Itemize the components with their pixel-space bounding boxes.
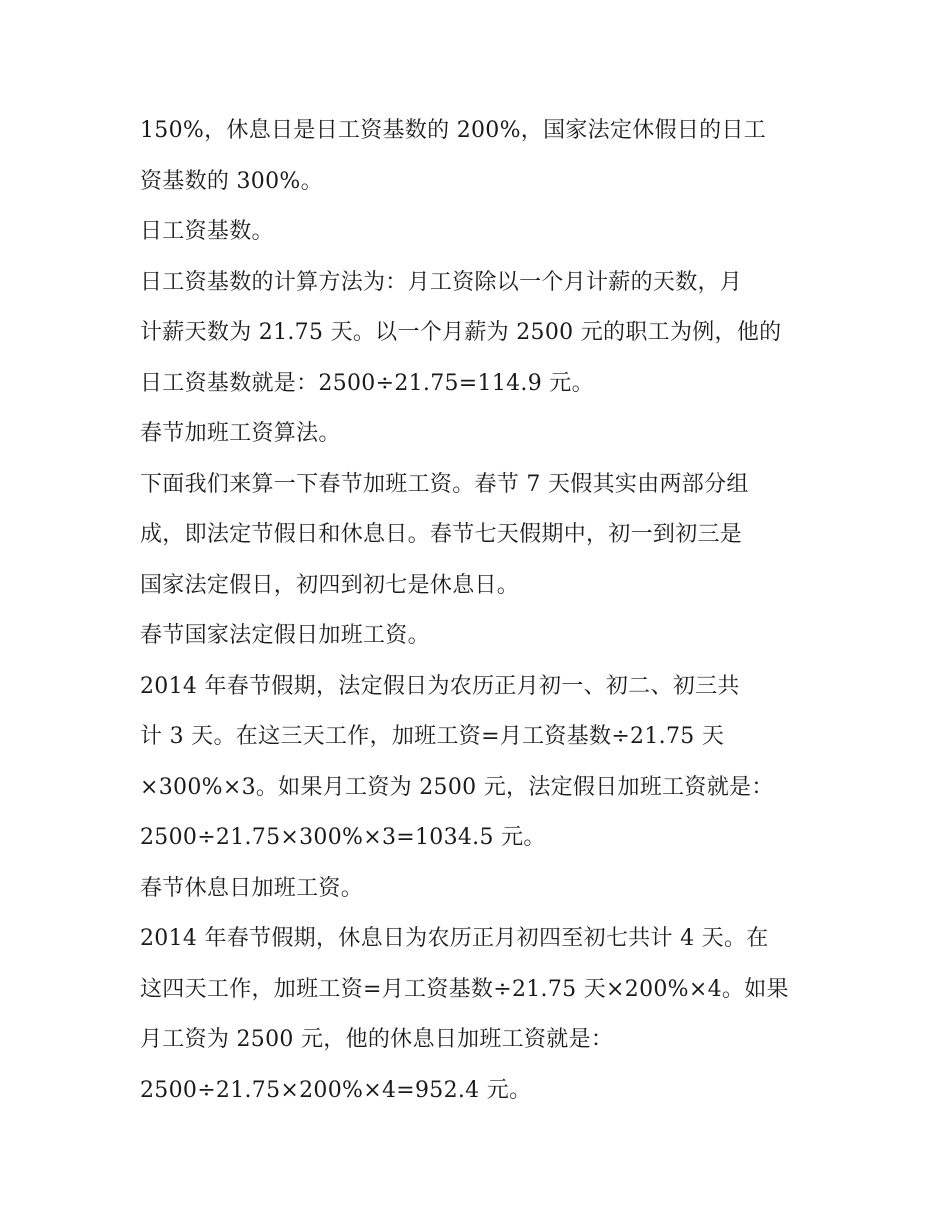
text-line: 2014 年春节假期，休息日为农历正月初四至初七共计 4 天。在: [140, 926, 769, 951]
section-heading: 春节国家法定假日加班工资。: [140, 623, 430, 648]
text-line: 2014 年春节假期，法定假日为农历正月初一、初二、初三共: [140, 673, 740, 699]
text-line: 国家法定假日，初四到初七是休息日。: [140, 572, 520, 598]
text-line: 这四天工作，加班工资=月工资基数÷21.75 天×200%×4。如果: [140, 976, 789, 1002]
section-heading: 春节休息日加班工资。: [140, 875, 364, 901]
text-line: 下面我们来算一下春节加班工资。春节 7 天假其实由两部分组: [140, 471, 749, 497]
text-line: 2500÷21.75×200%×4=952.4 元。: [140, 1077, 532, 1103]
text-line: 150%，休息日是日工资基数的 200%，国家法定休假日的日工: [140, 118, 767, 143]
text-line: 计 3 天。在这三天工作，加班工资=月工资基数÷21.75 天: [140, 724, 725, 749]
text-line: ×300%×3。如果月工资为 2500 元，法定假日加班工资就是：: [140, 774, 774, 800]
section-heading: 日工资基数。: [140, 219, 274, 244]
section-heading: 春节加班工资算法。: [140, 421, 341, 446]
text-line: 月工资为 2500 元，他的休息日加班工资就是：: [140, 1027, 614, 1052]
text-line: 资基数的 300%。: [140, 168, 323, 194]
text-line: 成，即法定节假日和休息日。春节七天假期中，初一到初三是: [140, 522, 743, 547]
document-body: [140, 106, 815, 1116]
text-line: 计薪天数为 21.75 天。以一个月薪为 2500 元的职工为例，他的: [140, 320, 782, 345]
text-line: 日工资基数的计算方法为：月工资除以一个月计薪的天数，月: [140, 269, 743, 295]
text-line: 日工资基数就是：2500÷21.75=114.9 元。: [140, 370, 594, 396]
text-line: 2500÷21.75×300%×3=1034.5 元。: [140, 825, 546, 850]
